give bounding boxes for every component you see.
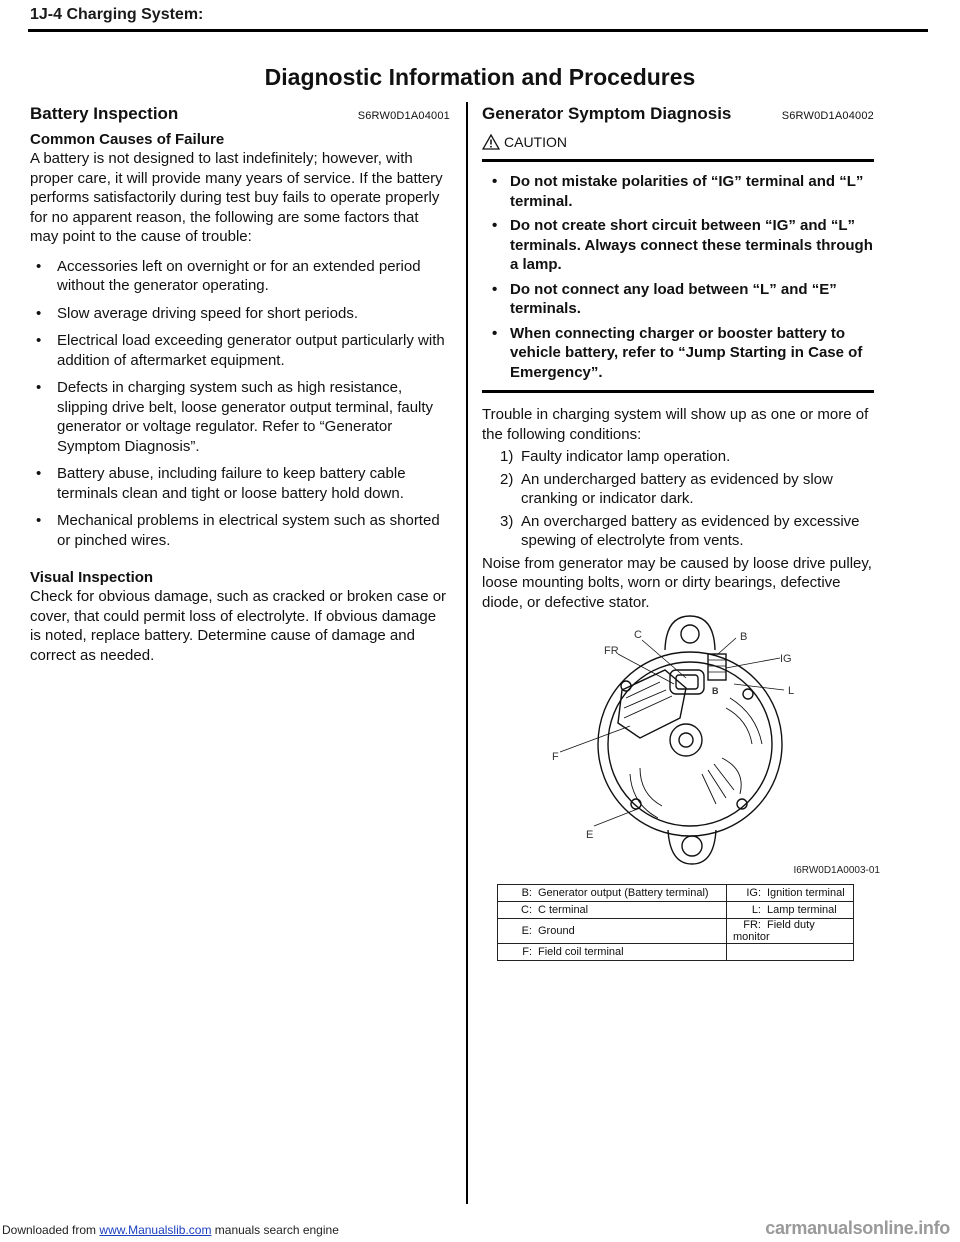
download-footer: Downloaded from www.Manualslib.com manuals search engine	[2, 1223, 339, 1237]
visual-inspection-text: Check for obvious damage, such as cracked or broken case or cover, that could permit loss of electrolyte. If obvious damage is noted, replace battery. Determine cause of damage and correct as needed.	[30, 588, 447, 664]
common-causes-heading: Common Causes of Failure	[30, 131, 225, 148]
caution-rule-top	[482, 159, 874, 162]
generator-drawing	[490, 598, 880, 880]
list-item: • Defects in charging system such as high resistance, slipping drive belt, loose generator output terminal, faulty generator or voltage regulator. Refer to “Generator Symptom Diagnosis”.	[36, 379, 434, 455]
generator-diagnosis-title: Generator Symptom Diagnosis	[482, 104, 732, 123]
table-row: B: Generator output (Battery terminal) IG: Ignition terminal	[498, 885, 854, 902]
callout-l: L	[788, 685, 795, 697]
callout-b: B	[740, 631, 748, 643]
common-causes-intro: A battery is not designed to last indefinitely; however, with proper care, it will provide many years of service. If the battery performs satisfactorily during test buy fails to operate properly for no apparent reason, the following are some factors that may point to the cause of trouble:	[30, 150, 443, 245]
battery-inspection-title: Battery Inspection	[30, 104, 179, 123]
list-item: • Electrical load exceeding generator output particularly with addition of aftermarket equipment.	[36, 332, 445, 369]
battery-inspection-code: S6RW0D1A04001	[357, 110, 450, 122]
visual-inspection-heading: Visual Inspection	[30, 569, 154, 586]
caution-label: CAUTION	[482, 132, 874, 152]
running-header: 1J-4 Charging System:	[30, 6, 204, 23]
table-row: C: C terminal L: Lamp terminal	[498, 902, 854, 919]
generator-diagnosis-heading	[482, 104, 874, 126]
list-item: • Do not connect any load between “L” and “E” terminals.	[492, 280, 837, 317]
generator-illustration	[490, 598, 880, 880]
callout-f: F	[552, 751, 559, 763]
callout-c: C	[634, 629, 642, 641]
generator-diagnosis-code: S6RW0D1A04002	[781, 110, 874, 122]
list-item: • Accessories left on overnight or for an extended period without the generator operating.	[36, 257, 421, 294]
caution-list	[482, 172, 874, 382]
list-item: 2) An undercharged battery as evidenced by slow cranking or indicator dark.	[500, 470, 833, 507]
callout-ig: IG	[780, 653, 792, 665]
b-terminal-marking: B	[712, 686, 719, 696]
list-item: • Slow average driving speed for short periods.	[36, 304, 358, 322]
header-rule	[28, 29, 928, 32]
battery-inspection-heading	[30, 104, 450, 126]
terminal-legend-table	[497, 884, 854, 961]
list-item: 3) An overcharged battery as evidenced by excessive spewing of electrolyte from vents.	[500, 512, 860, 549]
table-row: F: Field coil terminal	[498, 944, 854, 961]
list-item: • Mechanical problems in electrical system such as shorted or pinched wires.	[36, 512, 440, 549]
causes-list	[30, 257, 450, 551]
page-title: Diagnostic Information and Procedures	[264, 64, 696, 90]
right-column	[482, 104, 874, 612]
conditions-list	[482, 447, 874, 551]
column-divider	[466, 102, 468, 1204]
trouble-intro: Trouble in charging system will show up as one or more of the following conditions:	[482, 406, 869, 443]
table-row: E: Ground FR: Field duty monitor	[498, 919, 854, 944]
caution-box	[482, 132, 874, 393]
list-item: • Do not create short circuit between “IG” and “L” terminals. Always connect these terminals through a lamp.	[492, 217, 873, 273]
callout-fr: FR	[604, 645, 619, 657]
list-item: • Battery abuse, including failure to keep battery cable terminals clean and tight or loose battery hold down.	[36, 465, 406, 502]
callout-e: E	[586, 829, 594, 841]
left-column	[30, 104, 450, 665]
list-item: • Do not mistake polarities of “IG” terminal and “L” terminal.	[492, 173, 864, 210]
manualslib-link[interactable]: www.Manualslib.com	[99, 1223, 212, 1237]
warning-triangle-icon	[482, 134, 500, 150]
list-item: 1) Faulty indicator lamp operation.	[500, 448, 731, 465]
watermark-text: carmanualsonline.info	[765, 1218, 950, 1238]
noise-text: Noise from generator may be caused by loose drive pulley, loose mounting bolts, worn or dirty bearings, defective diode, or defective stator.	[482, 554, 872, 611]
figure-code: I6RW0D1A0003-01	[793, 865, 880, 876]
list-item: • When connecting charger or booster battery to vehicle battery, refer to “Jump Starting in Case of Emergency”.	[492, 324, 863, 381]
